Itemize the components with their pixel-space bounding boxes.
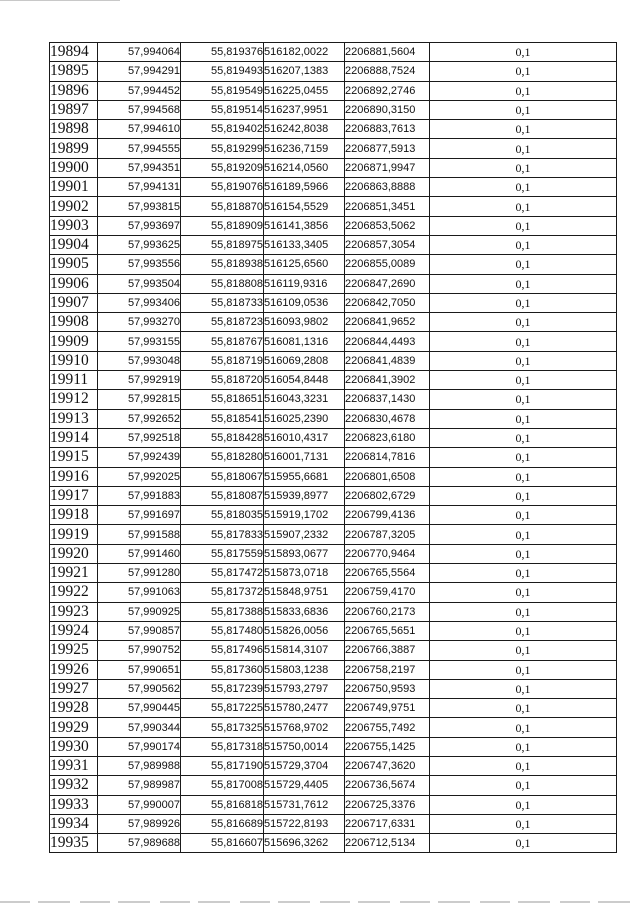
- latitude-cell: 57,994064: [98, 43, 181, 62]
- latitude-cell: 57,989988: [98, 756, 181, 775]
- x-coordinate-cell: 516225,0455: [264, 81, 345, 100]
- accuracy-cell: 0,1: [430, 525, 617, 544]
- latitude-cell: 57,991063: [98, 583, 181, 602]
- table-row: [50, 409, 617, 428]
- y-coordinate-cell: 2206857,3054: [345, 235, 430, 254]
- x-coordinate-cell: 516054,8448: [264, 371, 345, 390]
- latitude-cell: 57,993155: [98, 332, 181, 351]
- point-number-cell: 19916: [50, 467, 98, 486]
- accuracy-cell: 0,1: [430, 506, 617, 525]
- table-row: [50, 467, 617, 486]
- y-coordinate-cell: 2206841,4839: [345, 351, 430, 370]
- accuracy-cell: 0,1: [430, 544, 617, 563]
- latitude-cell: 57,990344: [98, 718, 181, 737]
- table-row: [50, 81, 617, 100]
- latitude-cell: 57,990857: [98, 621, 181, 640]
- latitude-cell: 57,993504: [98, 274, 181, 293]
- latitude-cell: 57,990174: [98, 737, 181, 756]
- point-number-cell: 19922: [50, 583, 98, 602]
- table-row: [50, 525, 617, 544]
- point-number-cell: 19919: [50, 525, 98, 544]
- table-row: [50, 564, 617, 583]
- longitude-cell: 55,818723: [181, 313, 264, 332]
- point-number-cell: 19899: [50, 139, 98, 158]
- x-coordinate-cell: 515780,2477: [264, 699, 345, 718]
- point-number-cell: 19903: [50, 216, 98, 235]
- y-coordinate-cell: 2206717,6331: [345, 814, 430, 833]
- point-number-cell: 19923: [50, 602, 98, 621]
- latitude-cell: 57,991460: [98, 544, 181, 563]
- longitude-cell: 55,817190: [181, 756, 264, 775]
- x-coordinate-cell: 515803,1238: [264, 660, 345, 679]
- y-coordinate-cell: 2206855,0089: [345, 255, 430, 274]
- point-number-cell: 19901: [50, 178, 98, 197]
- accuracy-cell: 0,1: [430, 564, 617, 583]
- table-row: [50, 120, 617, 139]
- x-coordinate-cell: 516081,1316: [264, 332, 345, 351]
- accuracy-cell: 0,1: [430, 834, 617, 853]
- y-coordinate-cell: 2206759,4170: [345, 583, 430, 602]
- point-number-cell: 19904: [50, 235, 98, 254]
- accuracy-cell: 0,1: [430, 332, 617, 351]
- point-number-cell: 19917: [50, 486, 98, 505]
- latitude-cell: 57,991280: [98, 564, 181, 583]
- table-row: [50, 390, 617, 409]
- accuracy-cell: 0,1: [430, 699, 617, 718]
- x-coordinate-cell: 515833,6836: [264, 602, 345, 621]
- latitude-cell: 57,993556: [98, 255, 181, 274]
- y-coordinate-cell: 2206851,3451: [345, 197, 430, 216]
- latitude-cell: 57,991588: [98, 525, 181, 544]
- table-row: [50, 776, 617, 795]
- longitude-cell: 55,817559: [181, 544, 264, 563]
- accuracy-cell: 0,1: [430, 409, 617, 428]
- accuracy-cell: 0,1: [430, 718, 617, 737]
- table-row: [50, 428, 617, 447]
- latitude-cell: 57,992815: [98, 390, 181, 409]
- point-number-cell: 19900: [50, 158, 98, 177]
- point-number-cell: 19925: [50, 641, 98, 660]
- table-row: [50, 834, 617, 853]
- table-row: [50, 216, 617, 235]
- longitude-cell: 55,819076: [181, 178, 264, 197]
- table-row: [50, 197, 617, 216]
- longitude-cell: 55,817480: [181, 621, 264, 640]
- table-row: [50, 178, 617, 197]
- longitude-cell: 55,816607: [181, 834, 264, 853]
- latitude-cell: 57,992652: [98, 409, 181, 428]
- x-coordinate-cell: 516189,5966: [264, 178, 345, 197]
- y-coordinate-cell: 2206881,5604: [345, 43, 430, 62]
- y-coordinate-cell: 2206847,2690: [345, 274, 430, 293]
- longitude-cell: 55,817008: [181, 776, 264, 795]
- table-row: [50, 602, 617, 621]
- accuracy-cell: 0,1: [430, 756, 617, 775]
- latitude-cell: 57,990752: [98, 641, 181, 660]
- table-row: [50, 274, 617, 293]
- longitude-cell: 55,818808: [181, 274, 264, 293]
- latitude-cell: 57,993406: [98, 293, 181, 312]
- longitude-cell: 55,818280: [181, 448, 264, 467]
- x-coordinate-cell: 516236,7159: [264, 139, 345, 158]
- y-coordinate-cell: 2206814,7816: [345, 448, 430, 467]
- x-coordinate-cell: 516125,6560: [264, 255, 345, 274]
- x-coordinate-cell: 515939,8977: [264, 486, 345, 505]
- table-row: [50, 814, 617, 833]
- point-number-cell: 19934: [50, 814, 98, 833]
- y-coordinate-cell: 2206844,4493: [345, 332, 430, 351]
- latitude-cell: 57,990562: [98, 679, 181, 698]
- point-number-cell: 19926: [50, 660, 98, 679]
- y-coordinate-cell: 2206890,3150: [345, 100, 430, 119]
- coordinates-table-body: [50, 43, 617, 853]
- longitude-cell: 55,817833: [181, 525, 264, 544]
- accuracy-cell: 0,1: [430, 814, 617, 833]
- x-coordinate-cell: 516141,3856: [264, 216, 345, 235]
- latitude-cell: 57,989926: [98, 814, 181, 833]
- point-number-cell: 19912: [50, 390, 98, 409]
- longitude-cell: 55,817325: [181, 718, 264, 737]
- point-number-cell: 19902: [50, 197, 98, 216]
- longitude-cell: 55,819402: [181, 120, 264, 139]
- table-row: [50, 62, 617, 81]
- longitude-cell: 55,819209: [181, 158, 264, 177]
- y-coordinate-cell: 2206877,5913: [345, 139, 430, 158]
- y-coordinate-cell: 2206736,5674: [345, 776, 430, 795]
- point-number-cell: 19924: [50, 621, 98, 640]
- x-coordinate-cell: 515731,7612: [264, 795, 345, 814]
- x-coordinate-cell: 515955,6681: [264, 467, 345, 486]
- longitude-cell: 55,818975: [181, 235, 264, 254]
- x-coordinate-cell: 516043,3231: [264, 390, 345, 409]
- latitude-cell: 57,990445: [98, 699, 181, 718]
- accuracy-cell: 0,1: [430, 679, 617, 698]
- point-number-cell: 19931: [50, 756, 98, 775]
- y-coordinate-cell: 2206871,9947: [345, 158, 430, 177]
- x-coordinate-cell: 516182,0022: [264, 43, 345, 62]
- latitude-cell: 57,994452: [98, 81, 181, 100]
- y-coordinate-cell: 2206830,4678: [345, 409, 430, 428]
- table-row: [50, 332, 617, 351]
- latitude-cell: 57,993697: [98, 216, 181, 235]
- y-coordinate-cell: 2206799,4136: [345, 506, 430, 525]
- y-coordinate-cell: 2206787,3205: [345, 525, 430, 544]
- x-coordinate-cell: 515729,4405: [264, 776, 345, 795]
- scan-top-rule: [0, 0, 120, 1]
- accuracy-cell: 0,1: [430, 371, 617, 390]
- longitude-cell: 55,819514: [181, 100, 264, 119]
- table-row: [50, 737, 617, 756]
- latitude-cell: 57,994568: [98, 100, 181, 119]
- accuracy-cell: 0,1: [430, 467, 617, 486]
- y-coordinate-cell: 2206758,2197: [345, 660, 430, 679]
- x-coordinate-cell: 516001,7131: [264, 448, 345, 467]
- table-row: [50, 795, 617, 814]
- accuracy-cell: 0,1: [430, 448, 617, 467]
- y-coordinate-cell: 2206712,5134: [345, 834, 430, 853]
- y-coordinate-cell: 2206842,7050: [345, 293, 430, 312]
- latitude-cell: 57,991697: [98, 506, 181, 525]
- x-coordinate-cell: 515729,3704: [264, 756, 345, 775]
- x-coordinate-cell: 515826,0056: [264, 621, 345, 640]
- x-coordinate-cell: 515793,2797: [264, 679, 345, 698]
- coordinates-table: [49, 42, 617, 853]
- longitude-cell: 55,819493: [181, 62, 264, 81]
- x-coordinate-cell: 516207,1383: [264, 62, 345, 81]
- table-row: [50, 583, 617, 602]
- point-number-cell: 19907: [50, 293, 98, 312]
- point-number-cell: 19906: [50, 274, 98, 293]
- point-number-cell: 19929: [50, 718, 98, 737]
- accuracy-cell: 0,1: [430, 602, 617, 621]
- x-coordinate-cell: 516069,2808: [264, 351, 345, 370]
- y-coordinate-cell: 2206841,9652: [345, 313, 430, 332]
- x-coordinate-cell: 516214,0560: [264, 158, 345, 177]
- y-coordinate-cell: 2206755,1425: [345, 737, 430, 756]
- y-coordinate-cell: 2206725,3376: [345, 795, 430, 814]
- accuracy-cell: 0,1: [430, 351, 617, 370]
- y-coordinate-cell: 2206770,9464: [345, 544, 430, 563]
- x-coordinate-cell: 516237,9951: [264, 100, 345, 119]
- y-coordinate-cell: 2206823,6180: [345, 428, 430, 447]
- latitude-cell: 57,989987: [98, 776, 181, 795]
- latitude-cell: 57,994131: [98, 178, 181, 197]
- longitude-cell: 55,818035: [181, 506, 264, 525]
- latitude-cell: 57,994555: [98, 139, 181, 158]
- table-row: [50, 100, 617, 119]
- y-coordinate-cell: 2206837,1430: [345, 390, 430, 409]
- latitude-cell: 57,993625: [98, 235, 181, 254]
- y-coordinate-cell: 2206863,8888: [345, 178, 430, 197]
- point-number-cell: 19921: [50, 564, 98, 583]
- point-number-cell: 19930: [50, 737, 98, 756]
- accuracy-cell: 0,1: [430, 158, 617, 177]
- latitude-cell: 57,992439: [98, 448, 181, 467]
- x-coordinate-cell: 515722,8193: [264, 814, 345, 833]
- accuracy-cell: 0,1: [430, 178, 617, 197]
- latitude-cell: 57,990925: [98, 602, 181, 621]
- point-number-cell: 19918: [50, 506, 98, 525]
- x-coordinate-cell: 516109,0536: [264, 293, 345, 312]
- y-coordinate-cell: 2206765,5651: [345, 621, 430, 640]
- accuracy-cell: 0,1: [430, 197, 617, 216]
- accuracy-cell: 0,1: [430, 43, 617, 62]
- y-coordinate-cell: 2206760,2173: [345, 602, 430, 621]
- longitude-cell: 55,818938: [181, 255, 264, 274]
- latitude-cell: 57,994610: [98, 120, 181, 139]
- accuracy-cell: 0,1: [430, 660, 617, 679]
- longitude-cell: 55,818767: [181, 332, 264, 351]
- accuracy-cell: 0,1: [430, 641, 617, 660]
- y-coordinate-cell: 2206749,9751: [345, 699, 430, 718]
- longitude-cell: 55,817372: [181, 583, 264, 602]
- accuracy-cell: 0,1: [430, 120, 617, 139]
- y-coordinate-cell: 2206841,3902: [345, 371, 430, 390]
- longitude-cell: 55,818733: [181, 293, 264, 312]
- scan-bottom-rule: [0, 901, 640, 903]
- x-coordinate-cell: 516010,4317: [264, 428, 345, 447]
- x-coordinate-cell: 516093,9802: [264, 313, 345, 332]
- longitude-cell: 55,818909: [181, 216, 264, 235]
- point-number-cell: 19911: [50, 371, 98, 390]
- accuracy-cell: 0,1: [430, 313, 617, 332]
- y-coordinate-cell: 2206765,5564: [345, 564, 430, 583]
- longitude-cell: 55,819299: [181, 139, 264, 158]
- table-row: [50, 139, 617, 158]
- point-number-cell: 19914: [50, 428, 98, 447]
- accuracy-cell: 0,1: [430, 583, 617, 602]
- latitude-cell: 57,990651: [98, 660, 181, 679]
- accuracy-cell: 0,1: [430, 737, 617, 756]
- point-number-cell: 19928: [50, 699, 98, 718]
- latitude-cell: 57,994291: [98, 62, 181, 81]
- longitude-cell: 55,818428: [181, 428, 264, 447]
- point-number-cell: 19913: [50, 409, 98, 428]
- accuracy-cell: 0,1: [430, 62, 617, 81]
- table-row: [50, 718, 617, 737]
- y-coordinate-cell: 2206755,7492: [345, 718, 430, 737]
- longitude-cell: 55,819376: [181, 43, 264, 62]
- y-coordinate-cell: 2206883,7613: [345, 120, 430, 139]
- longitude-cell: 55,817496: [181, 641, 264, 660]
- point-number-cell: 19905: [50, 255, 98, 274]
- accuracy-cell: 0,1: [430, 216, 617, 235]
- point-number-cell: 19935: [50, 834, 98, 853]
- x-coordinate-cell: 515768,9702: [264, 718, 345, 737]
- table-row: [50, 351, 617, 370]
- accuracy-cell: 0,1: [430, 274, 617, 293]
- point-number-cell: 19895: [50, 62, 98, 81]
- latitude-cell: 57,992919: [98, 371, 181, 390]
- longitude-cell: 55,817472: [181, 564, 264, 583]
- table-row: [50, 641, 617, 660]
- table-row: [50, 660, 617, 679]
- table-row: [50, 448, 617, 467]
- point-number-cell: 19897: [50, 100, 98, 119]
- x-coordinate-cell: 515848,9751: [264, 583, 345, 602]
- latitude-cell: 57,991883: [98, 486, 181, 505]
- point-number-cell: 19896: [50, 81, 98, 100]
- latitude-cell: 57,994351: [98, 158, 181, 177]
- longitude-cell: 55,818087: [181, 486, 264, 505]
- x-coordinate-cell: 515919,1702: [264, 506, 345, 525]
- x-coordinate-cell: 515873,0718: [264, 564, 345, 583]
- table-row: [50, 544, 617, 563]
- x-coordinate-cell: 516242,8038: [264, 120, 345, 139]
- x-coordinate-cell: 516133,3405: [264, 235, 345, 254]
- table-row: [50, 621, 617, 640]
- longitude-cell: 55,817225: [181, 699, 264, 718]
- table-row: [50, 313, 617, 332]
- x-coordinate-cell: 516025,2390: [264, 409, 345, 428]
- x-coordinate-cell: 515907,2332: [264, 525, 345, 544]
- latitude-cell: 57,992025: [98, 467, 181, 486]
- table-row: [50, 235, 617, 254]
- x-coordinate-cell: 515696,3262: [264, 834, 345, 853]
- accuracy-cell: 0,1: [430, 100, 617, 119]
- latitude-cell: 57,993048: [98, 351, 181, 370]
- table-row: [50, 255, 617, 274]
- longitude-cell: 55,818651: [181, 390, 264, 409]
- accuracy-cell: 0,1: [430, 776, 617, 795]
- accuracy-cell: 0,1: [430, 621, 617, 640]
- longitude-cell: 55,818719: [181, 351, 264, 370]
- x-coordinate-cell: 516119,9316: [264, 274, 345, 293]
- table-row: [50, 371, 617, 390]
- longitude-cell: 55,818720: [181, 371, 264, 390]
- latitude-cell: 57,992518: [98, 428, 181, 447]
- table-row: [50, 486, 617, 505]
- accuracy-cell: 0,1: [430, 81, 617, 100]
- longitude-cell: 55,817318: [181, 737, 264, 756]
- point-number-cell: 19909: [50, 332, 98, 351]
- longitude-cell: 55,818541: [181, 409, 264, 428]
- accuracy-cell: 0,1: [430, 486, 617, 505]
- accuracy-cell: 0,1: [430, 139, 617, 158]
- table-row: [50, 756, 617, 775]
- accuracy-cell: 0,1: [430, 390, 617, 409]
- x-coordinate-cell: 515893,0677: [264, 544, 345, 563]
- longitude-cell: 55,817388: [181, 602, 264, 621]
- table-row: [50, 506, 617, 525]
- y-coordinate-cell: 2206892,2746: [345, 81, 430, 100]
- latitude-cell: 57,990007: [98, 795, 181, 814]
- accuracy-cell: 0,1: [430, 428, 617, 447]
- point-number-cell: 19915: [50, 448, 98, 467]
- y-coordinate-cell: 2206766,3887: [345, 641, 430, 660]
- latitude-cell: 57,993815: [98, 197, 181, 216]
- accuracy-cell: 0,1: [430, 795, 617, 814]
- y-coordinate-cell: 2206750,9593: [345, 679, 430, 698]
- longitude-cell: 55,818870: [181, 197, 264, 216]
- point-number-cell: 19920: [50, 544, 98, 563]
- table-row: [50, 293, 617, 312]
- point-number-cell: 19933: [50, 795, 98, 814]
- longitude-cell: 55,817239: [181, 679, 264, 698]
- accuracy-cell: 0,1: [430, 235, 617, 254]
- latitude-cell: 57,989688: [98, 834, 181, 853]
- longitude-cell: 55,818067: [181, 467, 264, 486]
- table-row: [50, 43, 617, 62]
- point-number-cell: 19932: [50, 776, 98, 795]
- x-coordinate-cell: 515750,0014: [264, 737, 345, 756]
- table-row: [50, 679, 617, 698]
- latitude-cell: 57,993270: [98, 313, 181, 332]
- accuracy-cell: 0,1: [430, 255, 617, 274]
- x-coordinate-cell: 515814,3107: [264, 641, 345, 660]
- y-coordinate-cell: 2206853,5062: [345, 216, 430, 235]
- y-coordinate-cell: 2206801,6508: [345, 467, 430, 486]
- accuracy-cell: 0,1: [430, 293, 617, 312]
- table-row: [50, 699, 617, 718]
- point-number-cell: 19910: [50, 351, 98, 370]
- longitude-cell: 55,816689: [181, 814, 264, 833]
- point-number-cell: 19894: [50, 43, 98, 62]
- point-number-cell: 19898: [50, 120, 98, 139]
- longitude-cell: 55,819549: [181, 81, 264, 100]
- longitude-cell: 55,816818: [181, 795, 264, 814]
- point-number-cell: 19927: [50, 679, 98, 698]
- y-coordinate-cell: 2206888,7524: [345, 62, 430, 81]
- y-coordinate-cell: 2206802,6729: [345, 486, 430, 505]
- longitude-cell: 55,817360: [181, 660, 264, 679]
- point-number-cell: 19908: [50, 313, 98, 332]
- y-coordinate-cell: 2206747,3620: [345, 756, 430, 775]
- table-row: [50, 158, 617, 177]
- x-coordinate-cell: 516154,5529: [264, 197, 345, 216]
